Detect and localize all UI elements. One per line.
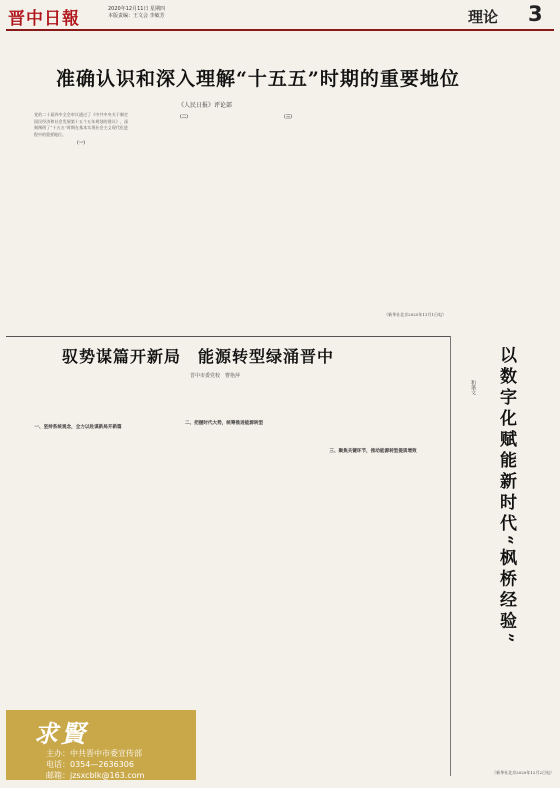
banner-title: 求賢 <box>34 719 88 748</box>
banner-email: 邮箱：jzsxcblk@163.com <box>46 771 145 780</box>
newspaper-logo: 晋中日報 <box>8 9 80 29</box>
article3-byline: 和谐文 <box>470 380 476 395</box>
section-divider <box>6 336 450 337</box>
article2-column-2 <box>154 384 294 704</box>
article3-column-side <box>454 560 554 782</box>
article1-subhead-3: （三） <box>281 115 295 120</box>
column-divider <box>450 336 451 776</box>
banner-info <box>46 748 144 781</box>
article2-subhead-1: 一、坚持系统观念，全力以赴谋新局开新篇 <box>34 425 122 430</box>
article1-col0 <box>8 38 42 58</box>
issue-editors: 本版责编：王文会 李敏芳 <box>108 13 165 19</box>
article1-headline: 准确认识和深入理解“十五五”时期的重要地位 <box>56 68 460 90</box>
article1-paragraph: 党的二十届四中全会审议通过了《中共中央关于制定国民经济和社会发展第十五个五年规划的建议》，深刻阐明了“十五五”时期在基本实现社会主义现代化进程中的重要地位。 <box>34 112 128 137</box>
article1-source: （新华社北京2025年11月1日电） <box>384 312 446 317</box>
article1-column-4 <box>342 112 446 332</box>
banner-phone: 电话：0354—2636306 <box>46 760 134 769</box>
page-number: 3 <box>528 2 543 26</box>
article2-headline: 驭势谋篇开新局 能源转型绿涌晋中 <box>62 347 335 366</box>
issue-meta <box>108 6 165 20</box>
article2-column-1 <box>8 384 148 704</box>
article1-column-3 <box>238 112 338 332</box>
masthead <box>0 0 560 30</box>
article2-subhead-2: 二、把握时代大势，统筹推进能源转型 <box>184 421 264 426</box>
article1-byline: 《人民日报》评论部 <box>178 102 233 109</box>
article2-byline: 晋中市委党校 曹艳萍 <box>190 373 241 379</box>
article3-col-lower <box>300 708 446 728</box>
article3-title: 以数字化赋能新时代“枫桥经验” <box>496 346 516 647</box>
article2-subhead-3: 三、聚焦关键环节，推动能源转型提质增效 <box>329 449 417 454</box>
issue-date: 2020年12月11日 星期四 <box>108 6 166 12</box>
footer-banner <box>6 710 196 780</box>
article1-column-1 <box>34 112 128 332</box>
article1-subhead-1: （一） <box>74 141 88 147</box>
masthead-rule <box>6 29 554 31</box>
section-title: 理论 <box>468 8 499 26</box>
article3-source: （新华社北京2020年12月2日电） <box>492 770 554 775</box>
article1-column-2 <box>134 112 234 332</box>
banner-host: 主办：中共晋中市委宣传部 <box>46 749 142 758</box>
article1-subhead-2: （二） <box>177 115 191 120</box>
article2-column-3 <box>300 384 446 704</box>
